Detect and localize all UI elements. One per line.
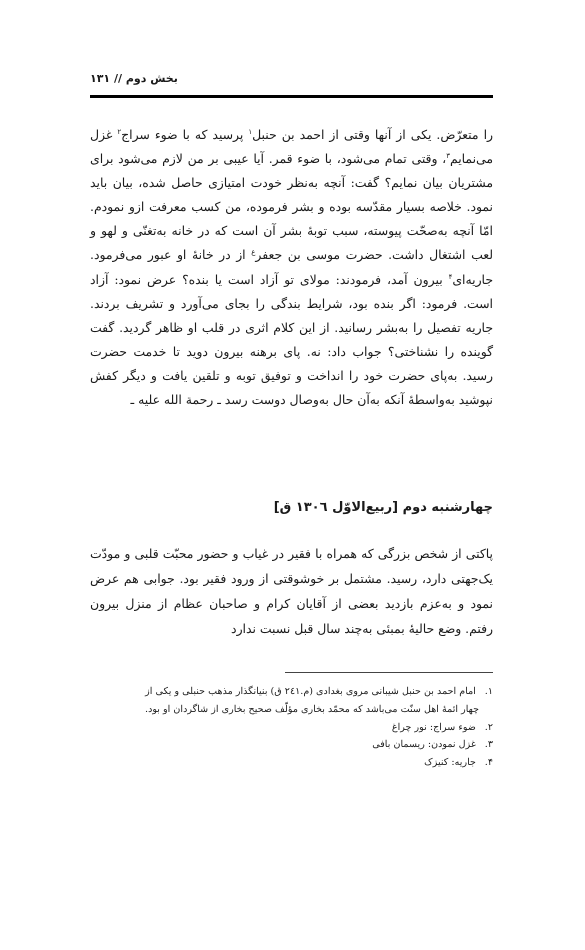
section-heading: چهارشنبه دوم [ربیع‌الاوّل ۱۳۰٦ ق] xyxy=(273,500,493,515)
footnote-ref: ۳ xyxy=(446,151,450,160)
footnote-number: ۳. xyxy=(484,739,493,751)
footnote-number: ۱. xyxy=(484,686,493,697)
main-paragraph xyxy=(90,123,493,412)
footnote-number: ۴. xyxy=(484,757,493,769)
paragraph-text: ، وقتی تمام می‌شود، با ضوء قمر. آیا عیبی بر من لازم می‌شود برای مشتریان بیان نمایم؟ گفت: آنچه به‌نظر خودت امتیازی حاصل شده، بیان باید نمود. خلاصه بسیار مقدّسه بوده و بشر فرموده، من کسب معرفت ازو نمودم. امّا آنچه به‌صحّت پیوسته، سبب توبهٔ بشر آن است که در خانه به‌تغنّی و لهو و لعب اشتغال داشت. حضرت موسی بن جعفر xyxy=(90,151,493,263)
paragraph-text: غزل می‌نمایم xyxy=(90,127,493,167)
footnote-item xyxy=(90,736,493,754)
footnote-text: جاریه: کنیزک xyxy=(424,757,476,769)
second-paragraph xyxy=(90,530,493,654)
footnote-number: ۲. xyxy=(484,721,493,733)
header-rule xyxy=(90,95,493,98)
footnote-item xyxy=(90,683,493,719)
footnote-text: چهار ائمهٔ اهل سنّت می‌باشد که محمّد بخاری مؤلّف صحیح بخاری از شاگردان او بود. xyxy=(145,703,479,715)
footnote-item xyxy=(90,719,493,737)
paragraph-text: پاکتی از شخص بزرگی که همراه با فقیر در غیاب و حضور محبّت قلبی و مودّت یک‌جهتی دارد، رسید. مشتمل بر خوشوقتی از ورود فقیر بود. جوابی هم عرض نمود و به‌عزم بازدید بعضی از آقایان کرام و صاحبان عظام از منزل بیرون رفتم. وضع حالیهٔ بمبئی به‌چند سال قبل نسبت ندارد xyxy=(90,546,493,636)
footnote-rule xyxy=(285,672,493,673)
footnote-text: غزل نمودن: ریسمان بافی xyxy=(372,739,476,751)
paragraph-text: پرسید که با ضوء سراج xyxy=(121,127,249,142)
footnote-ref: ۴ xyxy=(448,272,453,281)
footnote-text: امام احمد بن حنبل شیبانی مروی بغدادی (م.۲٤۱ ق) بنیانگذار مذهب حنبلی و یکی از xyxy=(145,686,476,697)
honorific-mark: ع xyxy=(251,248,256,257)
paragraph-text: بیرون آمد، فرمودند: مولای تو آزاد است یا بنده؟ عرض نمود: آزاد است. فرمود: اگر بنده بود، شرایط بندگی را بجای می‌آورد و تشریف بردند. جاریه تفصیل را به‌بشر رسانید. از این کلام اثری در قلب او ظاهر گردید. گفت گوینده را نشناختی؟ جواب داد: نه. پای برهنه بیرون دوید تا خدمت حضرت رسید. به‌پای حضرت خود را انداخت و توفیق توبه و تلقین یافت و دیگر کفش نپوشید به‌واسطهٔ آنکه به‌آن حال به‌وصال دوست رسد ـ رحمة الله علیه ـ xyxy=(90,271,493,408)
running-header xyxy=(90,72,492,85)
footnotes xyxy=(90,683,493,772)
footnote-ref: ۲ xyxy=(117,127,122,136)
paragraph-text: از در خانهٔ او عبور می‌فرمود. جاریه‌ای xyxy=(90,247,493,287)
header-title: بخش دوم // ۱۳۱ xyxy=(90,72,178,85)
paragraph-text: را متعرّض. یکی از آنها وقتی از احمد بن حنبل xyxy=(252,127,493,142)
footnote-text: ضوء سراج: نور چراغ xyxy=(391,721,476,733)
footnote-item xyxy=(90,754,493,772)
footnote-ref: ۱ xyxy=(248,127,253,136)
